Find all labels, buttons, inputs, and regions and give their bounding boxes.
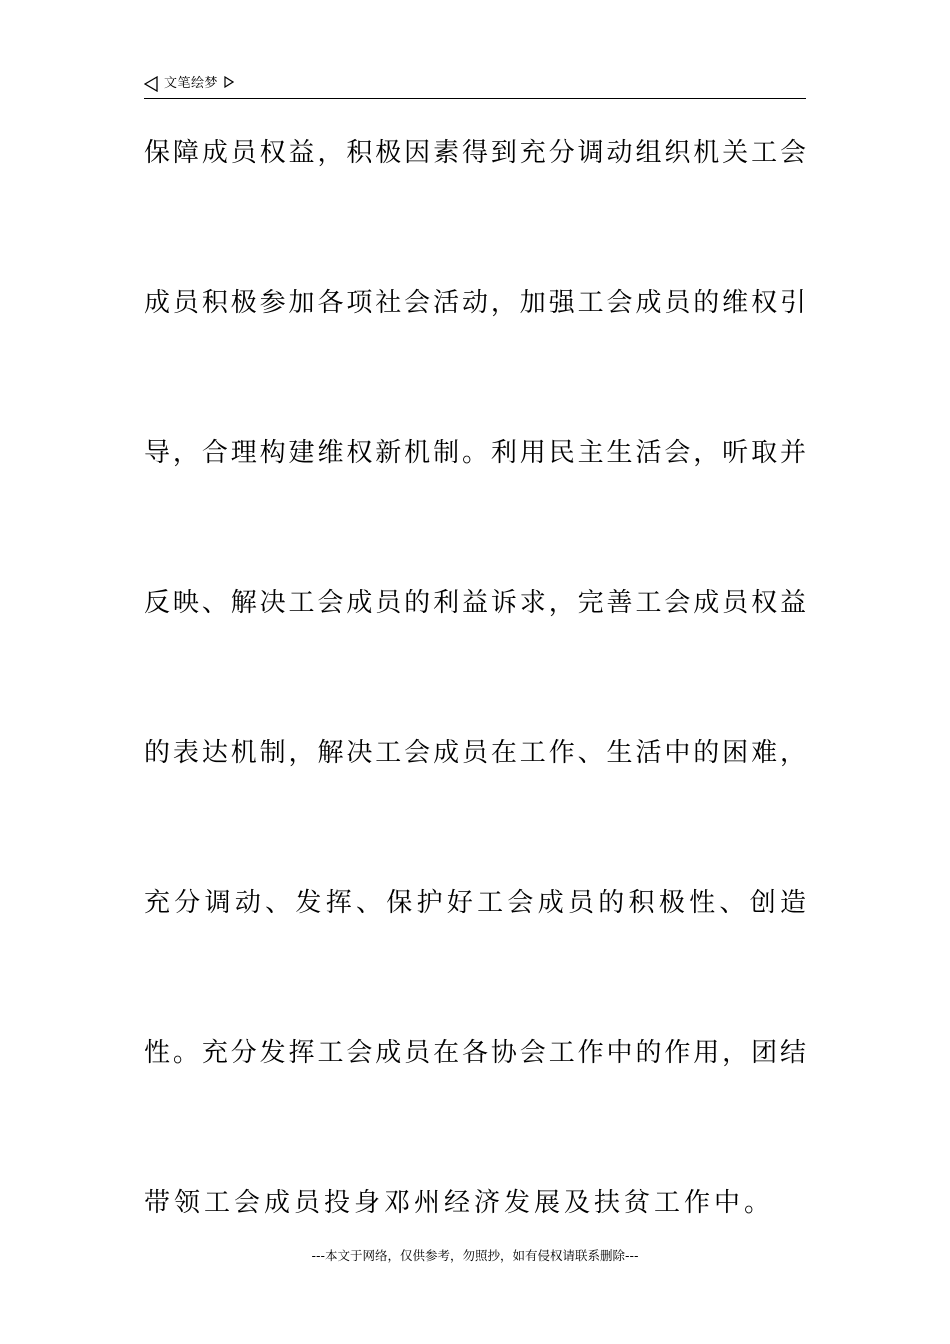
body-line: 成员积极参加各项社会活动，加强工会成员的维权引 [144,288,806,318]
body-line: 保障成员权益，积极因素得到充分调动组织机关工会 [144,138,806,168]
body-line: 充分调动、发挥、保护好工会成员的积极性、创造 [144,888,806,918]
body-line: 带领工会成员投身邓州经济发展及扶贫工作中。 [144,1188,775,1218]
triangle-left-icon [144,76,158,92]
body-line: 导，合理构建维权新机制。利用民主生活会，听取并 [144,438,806,468]
triangle-right-icon [224,76,234,88]
page-footer: ---本文于网络，仅供参考，勿照抄，如有侵权请联系删除--- [311,1248,639,1263]
body-line: 反映、解决工会成员的利益诉求，完善工会成员权益 [144,588,806,618]
header-title: 文笔绘梦 [164,76,219,91]
body-line: 的表达机制，解决工会成员在工作、生活中的困难， [144,738,806,768]
header-inner [144,74,234,94]
page-header [144,72,806,99]
body-line: 性。充分发挥工会成员在各协会工作中的作用，团结 [144,1038,806,1068]
body-text [144,124,806,1324]
